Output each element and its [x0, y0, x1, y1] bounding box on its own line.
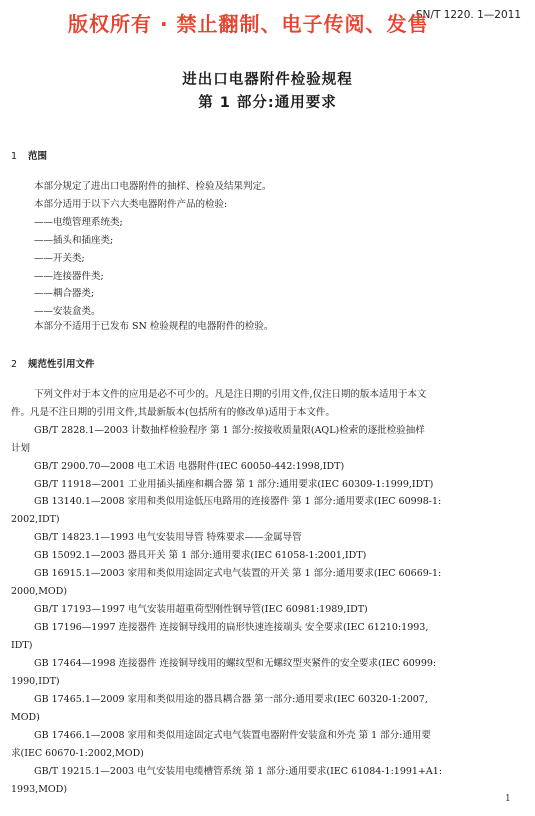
section-title: 规范性引用文件 [28, 359, 95, 370]
scope-line: 本部分规定了进出口电器附件的抽样、检验及结果判定。 [34, 181, 272, 192]
reference-entry: GB/T 14823.1—1993 电气安装用导管 特殊要求——金属导管 [34, 532, 302, 543]
reference-line: 件。凡是不注日期的引用文件,其最新版本(包括所有的修改单)适用于本文件。 [11, 407, 335, 418]
section-number: 1 [11, 151, 18, 162]
reference-entry-continuation: MOD) [11, 712, 40, 723]
section-number: 2 [11, 359, 18, 370]
scope-list-item: ——耦合器类; [34, 288, 95, 299]
document-subtitle: 第 1 部分:通用要求 [198, 95, 337, 111]
reference-line: 下列文件对于本文件的应用是必不可少的。凡是注日期的引用文件,仅注日期的版本适用于本文 [34, 389, 427, 400]
section-heading-normative-references [11, 356, 95, 370]
reference-entry-continuation: 计划 [11, 443, 31, 454]
copyright-watermark: 版权所有 · 禁止翻制、电子传阅、发售 [68, 12, 429, 36]
document-title: 进出口电器附件检验规程 [182, 72, 353, 88]
scope-list-item: ——安装盒类。 [34, 306, 101, 317]
scope-list-item: ——连接器件类; [34, 271, 104, 282]
scope-line: 本部分适用于以下六大类电器附件产品的检验: [34, 199, 228, 210]
reference-entry: GB/T 2900.70—2008 电工术语 电器附件(IEC 60050-442:1998,IDT) [34, 461, 345, 472]
reference-entry: GB/T 17193—1997 电气安装用超重荷型刚性钢导管(IEC 60981:1989,IDT) [34, 604, 368, 615]
reference-entry: GB 17196—1997 连接器件 连接铜导线用的扁形快速连接端头 安全要求(IEC 61210:1993, [34, 622, 429, 633]
reference-entry-continuation: 求(IEC 60670-1:2002,MOD) [11, 748, 144, 759]
reference-entry: GB 16915.1—2003 家用和类似用途固定式电气装置的开关 第 1 部分:通用要求(IEC 60669-1: [34, 568, 442, 579]
page-number: 1 [505, 794, 511, 804]
reference-entry: GB 17464—1998 连接器件 连接铜导线用的螺纹型和无螺纹型夹紧件的安全要求(IEC 60999: [34, 658, 437, 669]
reference-entry-continuation: 1990,IDT) [11, 676, 60, 687]
reference-entry-continuation: 1993,MOD) [11, 784, 68, 795]
scope-list-item: ——电缆管理系统类; [34, 217, 123, 228]
document-number: SN/T 1220. 1—2011 [415, 9, 521, 21]
reference-entry-continuation: 2002,IDT) [11, 514, 60, 525]
reference-entry: GB 17466.1—2008 家用和类似用途固定式电气装置电器附件安装盒和外壳 第 1 部分:通用要 [34, 730, 431, 741]
section-heading-scope [11, 148, 47, 162]
reference-entry: GB 13140.1—2008 家用和类似用途低压电路用的连接器件 第 1 部分:通用要求(IEC 60998-1: [34, 496, 442, 507]
reference-entry: GB/T 2828.1—2003 计数抽样检验程序 第 1 部分:按接收质量限(AQL)检索的逐批检验抽样 [34, 425, 425, 436]
scope-list-item: ——插头和插座类; [34, 235, 114, 246]
section-title: 范围 [28, 151, 48, 162]
reference-entry: GB/T 19215.1—2003 电气安装用电缆槽管系统 第 1 部分:通用要求(IEC 61084-1:1991+A1: [34, 766, 443, 777]
reference-entry: GB/T 11918—2001 工业用插头插座和耦合器 第 1 部分:通用要求(IEC 60309-1:1999,IDT) [34, 479, 434, 490]
reference-entry: GB 17465.1—2009 家用和类似用途的器具耦合器 第一部分:通用要求(IEC 60320-1:2007, [34, 694, 428, 705]
reference-entry: GB 15092.1—2003 器具开关 第 1 部分:通用要求(IEC 61058-1:2001,IDT) [34, 550, 367, 561]
scope-list-item: ——开关类; [34, 253, 85, 264]
reference-entry-continuation: IDT) [11, 640, 33, 651]
scope-line: 本部分不适用于已发布 SN 检验规程的电器附件的检验。 [34, 321, 274, 332]
reference-entry-continuation: 2000,MOD) [11, 586, 68, 597]
